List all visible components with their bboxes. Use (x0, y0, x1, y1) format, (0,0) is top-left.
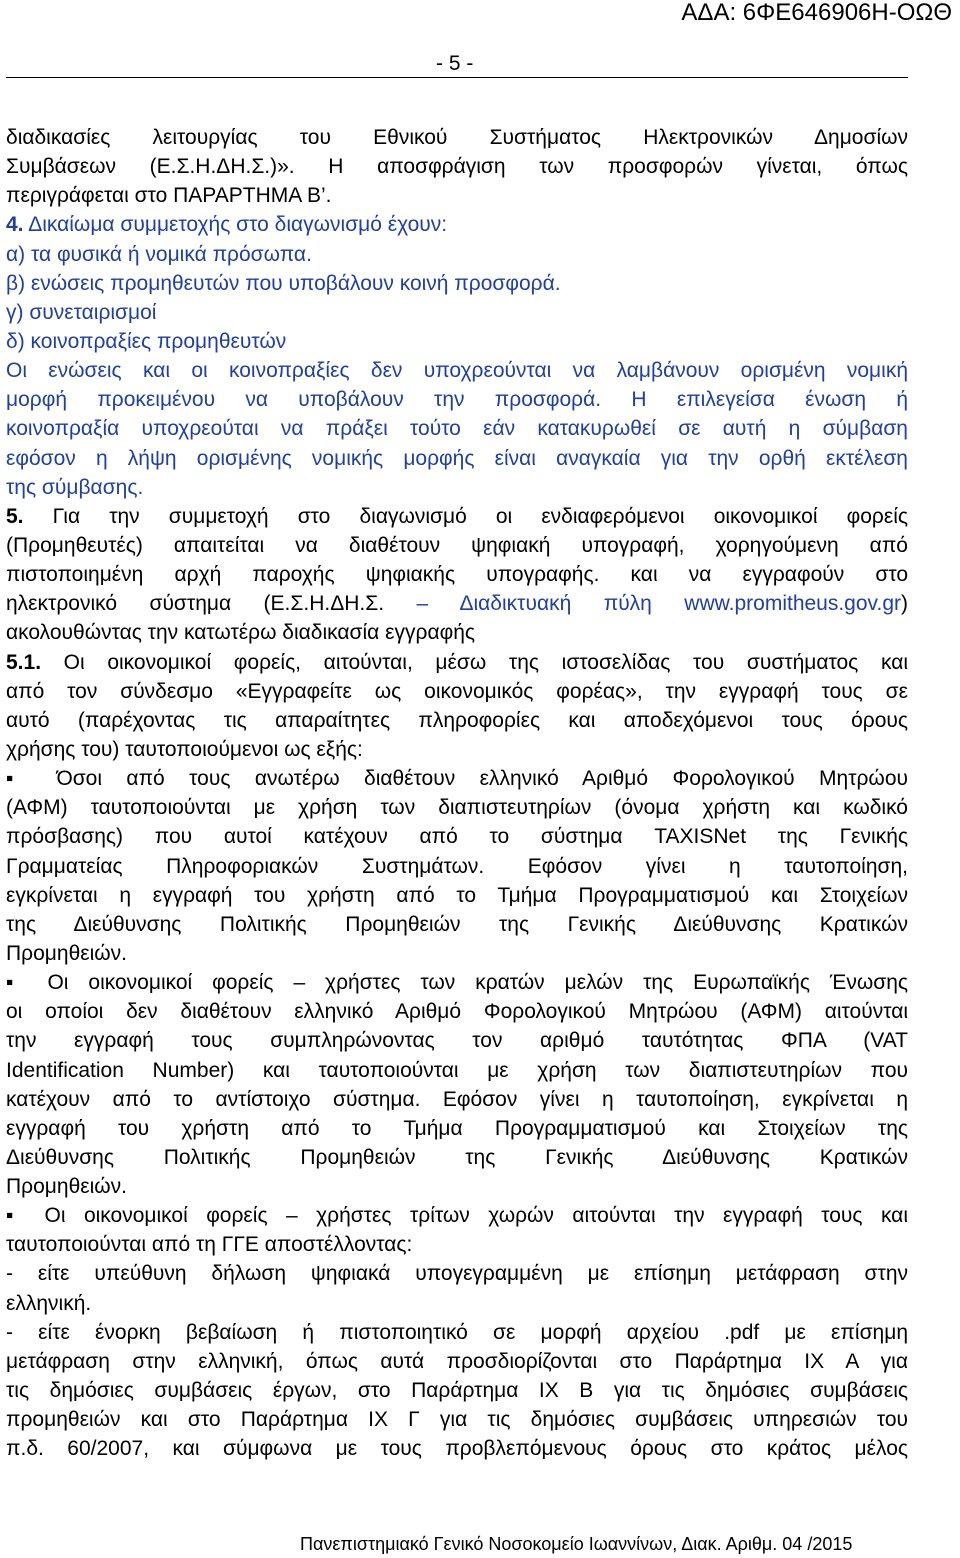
section-heading-5: 5. Για την συμμετοχή στο διαγωνισμό οι ενδιαφερόμενοι οικονομικοί φορείς (6, 504, 908, 528)
text-line: Γραμματείας Πληροφοριακών Συστημάτων. Εφόσον γίνει η ταυτοποίηση, (6, 854, 908, 878)
text-line: Συμβάσεων (Ε.Σ.Η.ΔΗ.Σ.)». Η αποσφράγιση των προσφορών γίνεται, όπως (6, 155, 908, 179)
section-heading-5-1: 5.1. Οι οικονομικοί φορείς, αιτούνται, μέσω της ιστοσελίδας του συστήματος και (6, 650, 908, 674)
ada-code: ΑΔΑ: 6ΦΕ646906Η-ΟΩΘ (681, 0, 952, 26)
text-line: Προμηθειών. (6, 941, 128, 965)
text-line: (ΑΦΜ) ταυτοποιούνται με χρήση των διαπιστευτηρίων (όνομα χρήστη και κωδικό (6, 796, 908, 820)
text-line: ελληνική. (6, 1291, 92, 1315)
text-line: προμηθειών και στο Παράρτημα ΙΧ Γ για τις δημόσιες συμβάσεις υπηρεσιών του (6, 1408, 908, 1432)
text-line: της σύμβασης. (6, 475, 144, 499)
dash-item: - είτε ένορκη βεβαίωση ή πιστοποιητικό σε μορφή αρχείου .pdf με επίσημη (6, 1320, 908, 1344)
em-dash: – (416, 592, 429, 616)
text-line: την εγγραφή τους συμπληρώνοντας τον αριθμό ταυτότητας ΦΠΑ (VAT (6, 1029, 908, 1053)
text-line: Οι ενώσεις και οι κοινοπραξίες δεν υποχρεούνται να λαμβάνουν ορισμένη νομική (6, 359, 908, 383)
header-rule (6, 77, 908, 78)
text-line: της Διεύθυνσης Πολιτικής Προμηθειών της Γενικής Διεύθυνσης Κρατικών (6, 912, 908, 936)
text-line: πρόσβασης) που αυτοί κατέχουν από το σύστημα TAXISNet της Γενικής (6, 825, 908, 849)
text-line: εγκρίνεται η εγγραφή του χρήστη από το Τμήμα Προγραμματισμού και Στοιχείων (6, 883, 908, 907)
footer-text: Πανεπιστημιακό Γενικό Νοσοκομείο Ιωαννίνων, Διακ. Αριθμ. 04 /2015 (300, 1534, 853, 1554)
text-line: χρήσης του) ταυτοποιούμενοι ως εξής: (6, 737, 363, 761)
bullet-item: ▪ Οι οικονομικοί φορείς – χρήστες των κρατών μελών της Ευρωπαϊκής Ένωσης (6, 971, 908, 995)
text-line: Identification Number) και ταυτοποιούνται με χρήση των διαπιστευτηρίων που (6, 1058, 908, 1082)
promitheus-link[interactable]: www.promitheus.gov.gr (684, 592, 901, 616)
text-line: διαδικασίες λειτουργίας του Εθνικού Συστήματος Ηλεκτρονικών Δημοσίων (6, 126, 908, 149)
text-line: από τον σύνδεσμο «Εγγραφείτε ως οικονομικός φορέας», την εγγραφή τους σε (6, 679, 908, 703)
text-line: πιστοποιημένη αρχή παροχής ψηφιακής υπογραφής. και να εγγραφούν στο (6, 563, 908, 587)
text-line: ταυτοποιούνται από τη ΓΓΕ αποστέλλοντας: (6, 1233, 413, 1257)
text-line: κοινοπραξία υποχρεούται να πράξει τούτο εάν κατακυρωθεί σε αυτή η σύμβαση (6, 417, 908, 441)
text-line: α) τα φυσικά ή νομικά πρόσωπα. (6, 242, 312, 266)
text-line: τις δημόσιες συμβάσεις έργων, στο Παράρτημα ΙΧ Β για τις δημόσιες συμβάσεις (6, 1379, 908, 1403)
text-line: ηλεκτρονικό σύστημα (Ε.Σ.Η.ΔΗ.Σ. – Διαδικτυακή πύλη www.promitheus.gov.gr) (6, 592, 908, 616)
text-line: Διεύθυνσης Πολιτικής Προμηθειών της Γενικής Διεύθυνσης Κρατικών (6, 1145, 908, 1169)
section-number: 5.1. (6, 650, 42, 674)
bullet-item: ▪ Οι οικονομικοί φορείς – χρήστες τρίτων χωρών αιτούνται την εγγραφή τους και (6, 1204, 908, 1228)
dash-item: - είτε υπεύθυνη δήλωση ψηφιακά υπογεγραμμένη με επίσημη μετάφραση στην (6, 1262, 908, 1286)
text-line: περιγράφεται στο ΠΑΡΑΡΤΗΜΑ Β’. (6, 184, 332, 208)
text-line: εγγραφή του χρήστη από το Τμήμα Προγραμματισμού και Στοιχείων της (6, 1116, 908, 1140)
section-number: 4. (6, 213, 24, 237)
text-line: β) ενώσεις προμηθευτών που υποβάλουν κοινή προσφορά. (6, 271, 561, 295)
text-line: αυτό (παρέχοντας τις απαραίτητες πληροφορίες και αποδεχόμενοι τους όρους (6, 708, 908, 732)
text-line: μετάφραση στην ελληνική, όπως αυτά προσδιορίζονται στο Παράρτημα ΙΧ Α για (6, 1349, 908, 1373)
document-body (6, 123, 908, 1463)
text-line: μορφή προκειμένου να υποβάλουν την προσφορά. Η επιλεγείσα ένωση ή (6, 388, 908, 412)
text-line: οι οποίοι δεν διαθέτουν ελληνικό Αριθμό Φορολογικού Μητρώου (ΑΦΜ) αιτούνται (6, 1000, 908, 1024)
text-line: δ) κοινοπραξίες προμηθευτών (6, 329, 287, 353)
text-line: γ) συνεταιρισμοί (6, 300, 157, 324)
text-line: (Προμηθευτές) απαιτείται να διαθέτουν ψηφιακή υπογραφή, χορηγούμενη από (6, 533, 908, 557)
page-number: - 5 - (436, 52, 474, 75)
text-line: κατέχουν από το αντίστοιχο σύστημα. Εφόσον γίνει η ταυτοποίηση, εγκρίνεται η (6, 1087, 908, 1111)
text-line: ακολουθώντας την κατωτέρω διαδικασία εγγραφής (6, 621, 476, 645)
section-heading-4: 4. Δικαίωμα συμμετοχής στο διαγωνισμό έχουν: (6, 213, 448, 237)
text-line: εφόσον η λήψη ορισμένης νομικής μορφής είναι αναγκαία για την ορθή εκτέλεση (6, 446, 908, 470)
text-line: π.δ. 60/2007, και σύμφωνα με τους προβλεπόμενους όρους στο κράτος μέλος (6, 1437, 908, 1461)
section-number: 5. (6, 504, 24, 528)
bullet-item: ▪ Όσοι από τους ανωτέρω διαθέτουν ελληνικό Αριθμό Φορολογικού Μητρώου (6, 767, 908, 791)
text-line: Προμηθειών. (6, 1175, 128, 1199)
